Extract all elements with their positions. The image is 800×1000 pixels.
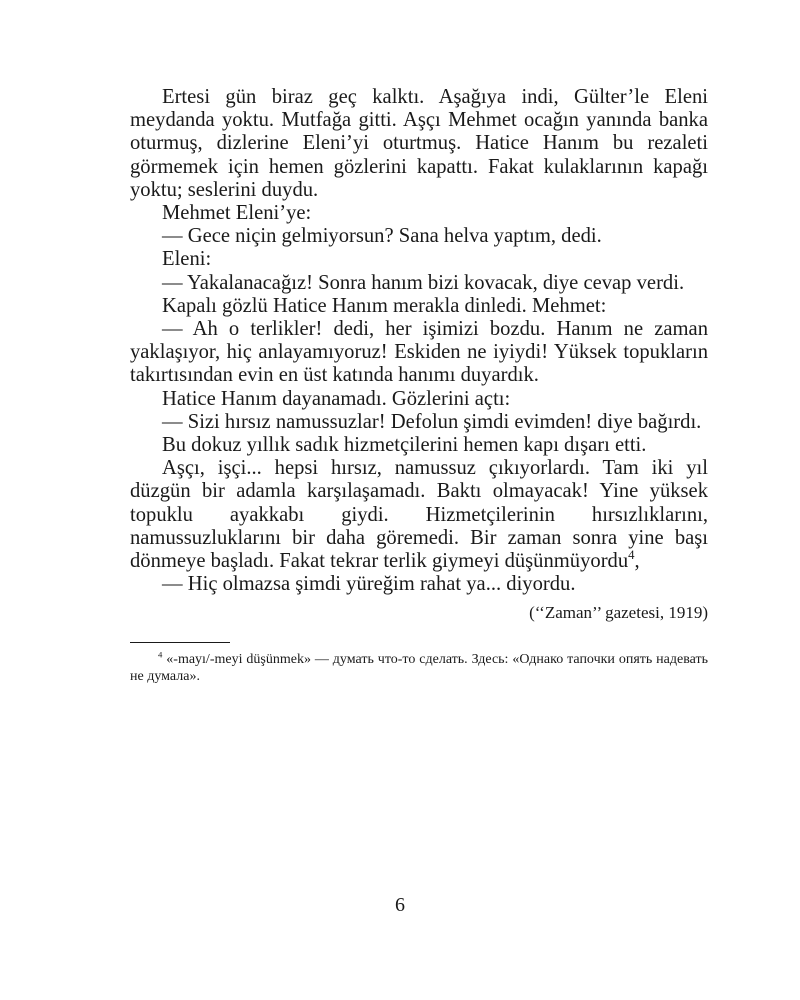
page-body: [130, 86, 708, 685]
footnote-number: 4: [158, 649, 163, 660]
paragraph: — Hiç olmazsa şimdi yüreğim rahat ya... diyordu.: [162, 573, 576, 596]
paragraph: Ertesi gün biraz geç kalktı. Aşağıya indi, Gülter’le Eleni meydanda yoktu. Mutfağa gitti. Aşçı Mehmet ocağın yanında banka oturmuş, dizlerine Eleni’yi oturtmuş. Hatice Hanım bu rezaleti görmemek için hemen gözlerini kapattı. Fakat kulaklarının kapağı yoktu; seslerini duydu.: [130, 86, 708, 201]
paragraph: Hatice Hanım dayanamadı. Gözlerini açtı:: [162, 387, 511, 410]
paragraph: Eleni:: [162, 248, 212, 271]
paragraph: — Ah o terlikler! dedi, her işimizi bozdu. Hanım ne zaman yaklaşıyor, hiç anlayamıyoruz! Eskiden ne iyiydi! Yüksek topukların takırtısından evin en üst katında hanımı duyardık.: [130, 318, 708, 387]
footnote-text: «-mayı/-meyi düşünmek» — думать что-то сделать. Здесь: «Однако тапочки опять надевать не думала».: [130, 652, 709, 685]
footnote-divider: [130, 642, 230, 643]
paragraph: — Gece niçin gelmiyorsun? Sana helva yaptım, dedi.: [162, 225, 602, 248]
paragraph: Mehmet Eleni’ye:: [162, 202, 312, 225]
page-number: 6: [395, 894, 405, 916]
trailing-comma: ,: [634, 550, 640, 573]
footnote-reference: 4: [628, 548, 635, 563]
paragraph: — Sizi hırsız namussuzlar! Defolun şimdi evimden! diye bağırdı.: [162, 410, 702, 433]
footnote: [130, 651, 708, 685]
paragraph-with-footnote-ref: [130, 457, 708, 573]
paragraph-text: Aşçı, işçi... hepsi hırsız, namussuz çıkıyorlardı. Tam iki yıl düzgün bir adamla karşılaşamadı. Baktı olmayacak! Yine yüksek topuklu ayakkabı giydi. Hizmetçilerinin hırsızlıklarını, namussuzluklarını bir daha göremedi. Bir zaman sonra yine başı dönmeye başladı. Fakat tekrar terlik giymeyi düşünmüyordu: [130, 457, 708, 573]
paragraph: — Yakalanacağız! Sonra hanım bizi kovacak, diye cevap verdi.: [162, 271, 685, 294]
source-citation: (‘‘Zaman’’ gazetesi, 1919): [529, 603, 708, 623]
paragraph: Bu dokuz yıllık sadık hizmetçilerini hemen kapı dışarı etti.: [162, 434, 647, 457]
paragraph: Kapalı gözlü Hatice Hanım merakla dinledi. Mehmet:: [162, 294, 607, 317]
